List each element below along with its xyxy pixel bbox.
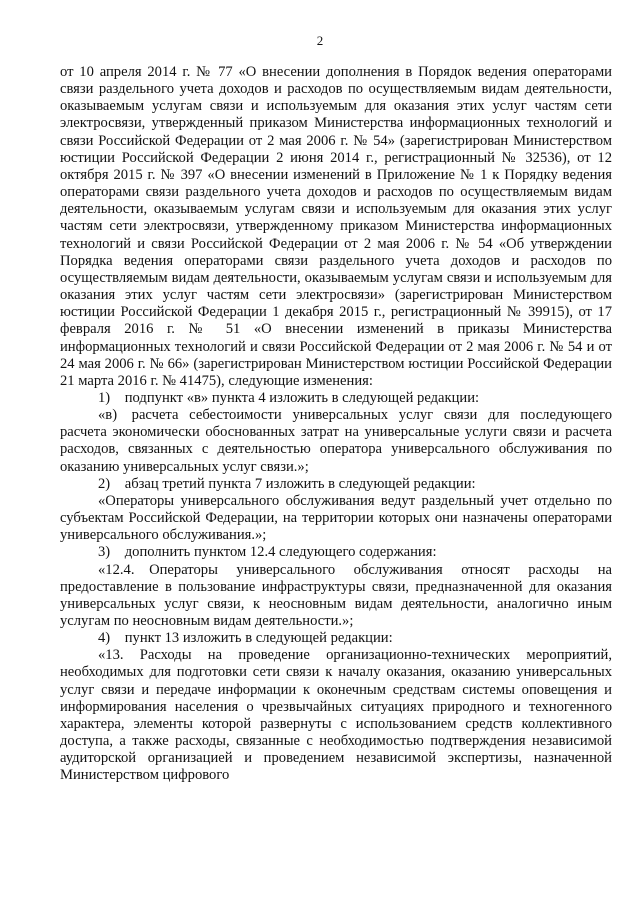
document-body (60, 64, 612, 785)
paragraph-item-2-text: «Операторы универсального обслуживания ведут раздельный учет отдельно по субъектам Российской Федерации, на территории которых они назначены операторами универсального обслуживания.»; (60, 492, 612, 544)
paragraph-item-4: 4) пункт 13 изложить в следующей редакции: (98, 630, 393, 647)
paragraph-item-2: 2) абзац третий пункта 7 изложить в следующей редакции: (98, 475, 476, 492)
paragraph-item-3-text: «12.4. Операторы универсального обслуживания относят расходы на предоставление в пользование инфраструктуры связи, предназначенной для оказания универсальных услуг связи, к неосновным видам деятельности, аналогично иным услугам по неосновным видам деятельности.»; (60, 561, 612, 629)
paragraph-item-3: 3) дополнить пунктом 12.4 следующего содержания: (98, 544, 437, 561)
paragraph-item-4-text: «13. Расходы на проведение организационно-технических мероприятий, необходимых для подготовки сети связи к началу оказания, оказанию универсальных услуг связи и передаче информации к оконечным средствам системы оповещения и информирования населения о чрезвычайных ситуациях природного и техногенного характера, элементы которой развернуты с использованием средств коллективного доступа, а также расходы, связанные с необходимостью подтверждения независимой аудиторской организацией и проведением независимой экспертизы, назначенной Министерством цифрового (60, 647, 612, 784)
paragraph-item-1-text: «в) расчета себестоимости универсальных услуг связи для последующего расчета экономически обоснованных затрат на универсальные услуги связи и расчета расходов, связанных с деятельностью оператора универсального обслуживания по оказанию универсальных услуг связи.»; (60, 407, 612, 475)
paragraph-intro: от 10 апреля 2014 г. № 77 «О внесении дополнения в Порядок ведения операторами связи раздельного учета доходов и расходов по осуществляемым видам деятельности, оказываемым услугам связи и используемым для оказания этих услуг частям сети электросвязи, утвержденный приказом Министерства информационных технологий и связи Российской Федерации от 2 мая 2006 г. № 54» (зарегистрирован Министерством юстиции Российской Федерации 2 июня 2014 г., регистрационный № 32536), от 12 октября 2015 г. № 397 «О внесении изменений в Приложение № 1 к Порядку ведения операторами связи раздельного учета доходов и расходов по осуществляемым видам деятельности, оказываемым услугам связи и используемым для оказания этих услуг частям сети электросвязи, утвержденному приказом Министерства информационных технологий и связи Российской Федерации от 2 мая 2006 г. № 54 «Об утверждении Порядка ведения операторами связи раздельного учета доходов и расходов по осуществляемым видам деятельности, оказываемым услугам связи и используемым для оказания этих услуг частям сети электросвязи» (зарегистрирован Министерством юстиции Российской Федерации 1 декабря 2015 г., регистрационный № 39915), от 17 февраля 2016 г. № 51 «О внесении изменений в приказы Министерства информационных технологий и связи Российской Федерации от 2 мая 2006 г. № 54 и от 24 мая 2006 г. № 66» (зарегистрирован Министерством юстиции Российской Федерации 21 марта 2016 г. № 41475), следующие изменения: (60, 64, 612, 389)
page-number: 2 (316, 33, 324, 48)
paragraph-item-1: 1) подпункт «в» пункта 4 изложить в следующей редакции: (98, 389, 480, 406)
